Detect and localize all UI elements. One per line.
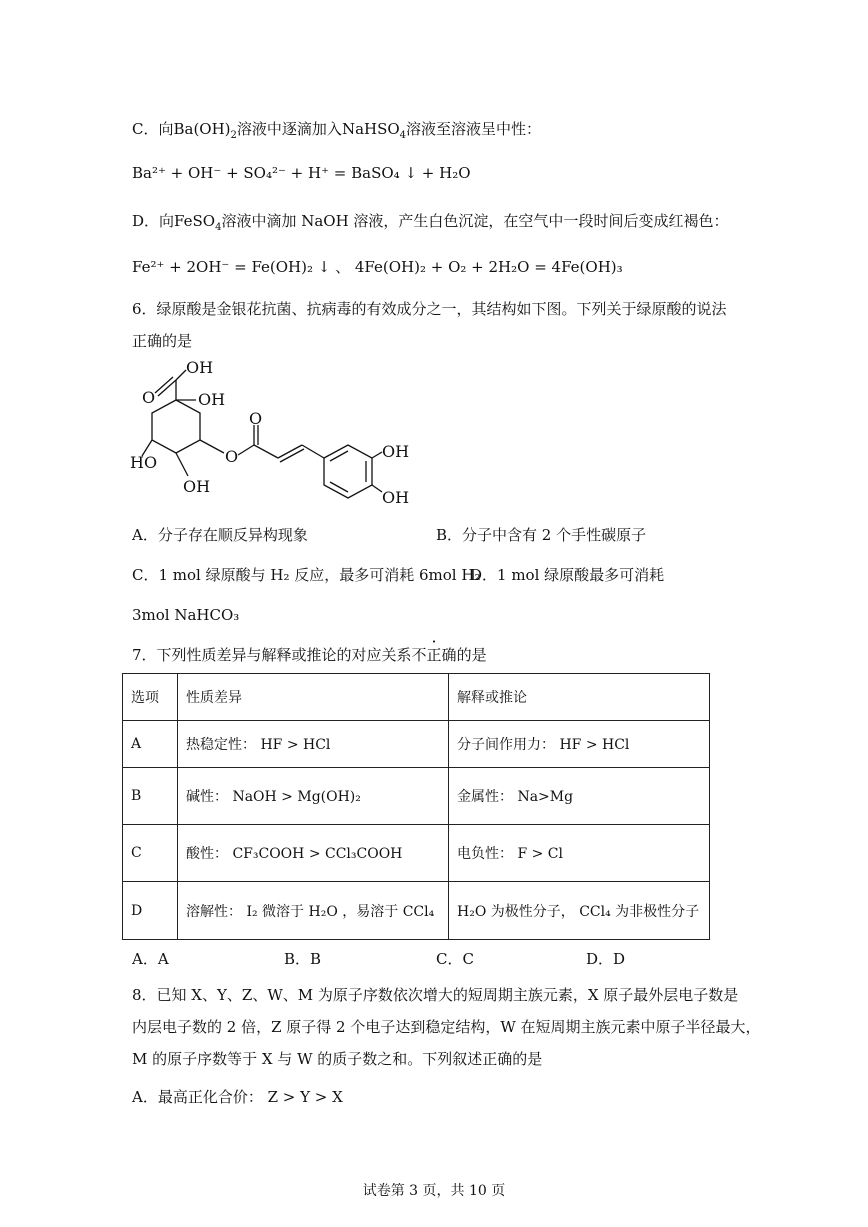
q5-c-nahso-sub: 4	[399, 130, 407, 141]
q5-c-equation: Ba²⁺ + OH⁻ + SO₄²⁻ + H⁺ = BaSO₄ ↓ + H₂O	[132, 164, 471, 182]
q6-option-c: C．1 mol 绿原酸与 H₂ 反应，最多可消耗 6mol H₂	[132, 566, 481, 584]
structure-ho-left: HO	[130, 453, 158, 472]
q7-stem-emphasis: 不正确	[411, 646, 457, 664]
table-header-property: 性质差异	[178, 674, 449, 721]
table-cell-explanation: 金属性： Na>Mg	[449, 768, 710, 825]
table-cell-property: 酸性： CF₃COOH > CCl₃COOH	[178, 825, 449, 882]
q5-c-rest: 溶液中逐滴加入	[236, 120, 342, 138]
structure-o-carbonyl: O	[249, 409, 263, 428]
table-cell-option: D	[123, 882, 178, 940]
q7-answer-d: D．D	[586, 950, 626, 968]
q5-d-intro: D．向	[132, 212, 175, 230]
table-cell-explanation: 分子间作用力： HF > HCl	[449, 721, 710, 768]
q6-option-d: D．1 mol 绿原酸最多可消耗	[470, 566, 665, 584]
table-cell-option: A	[123, 721, 178, 768]
q7-answer-c: C．C	[436, 950, 474, 968]
structure-ar-oh1: OH	[382, 442, 410, 461]
table-cell-option: B	[123, 768, 178, 825]
page-footer: 试卷第 3 页，共 10 页	[362, 1183, 506, 1199]
q5-c-oh-sub: 2	[230, 130, 237, 141]
structure-o-left: O	[142, 388, 156, 407]
structure-oh-bottom: OH	[183, 477, 211, 496]
q6-option-a: A．分子存在顺反异构现象	[132, 526, 308, 544]
q8-option-a: A．最高正化合价： Z > Y > X	[132, 1088, 343, 1106]
q5-d-rest: 溶液中滴加 NaOH 溶液，产生白色沉淀，在空气中一段时间后变成红褐色：	[221, 212, 729, 230]
table-cell-property: 碱性： NaOH > Mg(OH)₂	[178, 768, 449, 825]
q6-stem-line1: 6．绿原酸是金银花抗菌、抗病毒的有效成分之一，其结构如下图。下列关于绿原酸的说法	[132, 300, 727, 318]
table-cell-option: C	[123, 825, 178, 882]
q7-stem	[132, 644, 487, 665]
table-cell-property: 溶解性： I₂ 微溶于 H₂O ，易溶于 CCl₄	[178, 882, 449, 940]
q5-d-equation: Fe²⁺ + 2OH⁻ = Fe(OH)₂ ↓ 、 4Fe(OH)₂ + O₂ + 2H₂O = 4Fe(OH)₃	[132, 258, 623, 276]
q8-stem-line1: 8．已知 X、Y、Z、W、M 为原子序数依次增大的短周期主族元素，X 原子最外层电子数是	[132, 986, 739, 1004]
q6-option-b: B．分子中含有 2 个手性碳原子	[436, 526, 647, 544]
q5-option-d	[132, 210, 728, 233]
q8-stem-line3: M 的原子序数等于 X 与 W 的质子数之和。下列叙述正确的是	[132, 1050, 543, 1068]
table-cell-explanation: H₂O 为极性分子， CCl₄ 为非极性分子	[449, 882, 710, 940]
table-row	[123, 882, 710, 940]
q7-stem-pre: 7．下列性质差异与解释或推论的对应关系	[132, 646, 412, 664]
structure-ar-oh2: OH	[382, 488, 410, 507]
q7-answer-a: A．A	[132, 950, 169, 968]
table-row	[123, 721, 710, 768]
table-header-explanation: 解释或推论	[449, 674, 710, 721]
q6-stem-line2: 正确的是	[132, 332, 193, 350]
q7-answer-b: B．B	[284, 950, 322, 968]
q5-c-intro: C．向	[132, 120, 174, 138]
q5-c-oh: (OH)	[193, 120, 231, 138]
q5-option-c	[132, 118, 541, 141]
chlorogenic-acid-structure	[128, 358, 418, 513]
q5-c-tail: 溶液至溶液呈中性：	[406, 120, 542, 138]
q7-stem-post: 的是	[456, 646, 487, 664]
table-cell-property: 热稳定性： HF > HCl	[178, 721, 449, 768]
table-row	[123, 825, 710, 882]
q5-c-ba: Ba	[173, 120, 194, 138]
structure-oh-right: OH	[198, 390, 226, 409]
table-cell-explanation: 电负性： F > Cl	[449, 825, 710, 882]
q5-d-feso-sub: 4	[215, 222, 222, 233]
q6-option-d-cont: 3mol NaHCO₃	[132, 606, 240, 624]
q5-d-feso: FeSO	[174, 212, 216, 230]
table-header-row	[123, 674, 710, 721]
q8-stem-line2: 内层电子数的 2 倍，Z 原子得 2 个电子达到稳定结构，W 在短周期主族元素中原子半径最大，	[132, 1018, 761, 1036]
q7-table	[122, 673, 710, 940]
structure-oh-top: OH	[186, 358, 214, 377]
q5-c-nahso: NaHSO	[341, 120, 400, 138]
table-row	[123, 768, 710, 825]
table-header-option: 选项	[123, 674, 178, 721]
structure-o-ester: O	[225, 447, 239, 466]
